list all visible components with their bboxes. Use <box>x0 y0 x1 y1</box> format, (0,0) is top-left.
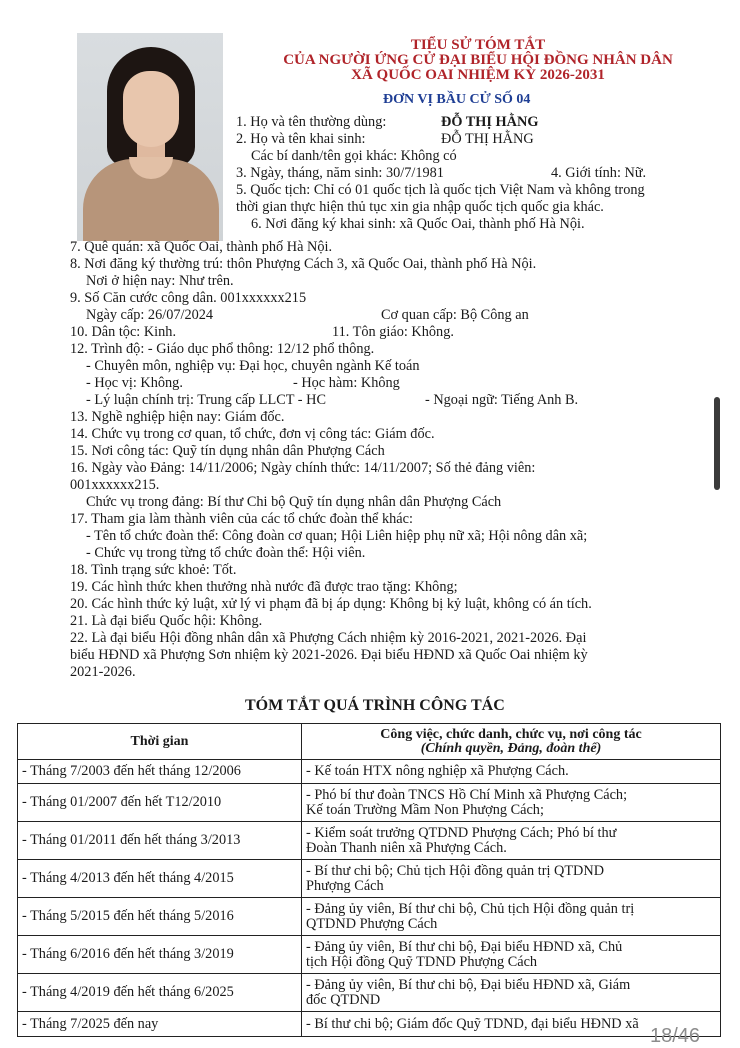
row-time: - Tháng 5/2015 đến hết tháng 5/2016 <box>18 898 302 936</box>
organizations-role: - Chức vụ trong từng tổ chức đoàn thể: Hội viên. <box>86 545 366 561</box>
work-history-title: TÓM TẮT QUÁ TRÌNH CÔNG TÁC <box>245 697 505 714</box>
common-name-label: 1. Họ và tên thường dùng: <box>236 114 387 130</box>
birth-registration: 6. Nơi đăng ký khai sinh: xã Quốc Oai, thành phố Hà Nội. <box>251 216 585 232</box>
religion: 11. Tôn giáo: Không. <box>332 324 454 340</box>
id-issue-date: Ngày cấp: 26/07/2024 <box>86 307 214 323</box>
scrollbar[interactable] <box>714 397 720 490</box>
id-issuer: Cơ quan cấp: Bộ Công an <box>381 307 529 323</box>
row-description: - Bí thư chi bộ; Giám đốc Quỹ TDND, đại biểu HĐND xã <box>302 1012 721 1037</box>
row-time: - Tháng 7/2003 đến hết tháng 12/2006 <box>18 760 302 784</box>
nationality-line-1: 5. Quốc tịch: Chỉ có 01 quốc tịch là quốc tịch Việt Nam và không trong <box>236 182 645 198</box>
table-row <box>18 898 721 936</box>
table-row <box>18 1012 721 1037</box>
row-time: - Tháng 7/2025 đến nay <box>18 1012 302 1037</box>
council-history-3: 2021-2026. <box>70 664 136 680</box>
portrait-photo <box>77 33 223 241</box>
table-row <box>18 860 721 898</box>
permanent-residence: 8. Nơi đăng ký thường trú: thôn Phượng Cách 3, xã Quốc Oai, thành phố Hà Nội. <box>70 256 537 272</box>
education-general: 12. Trình độ: - Giáo dục phổ thông: 12/12 phổ thông. <box>70 341 375 357</box>
row-description: - Đảng ủy viên, Bí thư chi bộ, Đại biểu HĐND xã, Chủ tịch Hội đồng Quỹ TDND Phượng Cách <box>302 936 721 974</box>
hometown: 7. Quê quán: xã Quốc Oai, thành phố Hà Nội. <box>70 239 333 255</box>
health-status: 18. Tình trạng sức khoẻ: Tốt. <box>70 562 237 578</box>
academic-title: - Học hàm: Không <box>293 375 400 391</box>
row-description: - Đảng ủy viên, Bí thư chi bộ, Chủ tịch Hội đồng quản trị QTDND Phượng Cách <box>302 898 721 936</box>
row-description: - Đảng ủy viên, Bí thư chi bộ, Đại biểu HĐND xã, Giám đốc QTDND <box>302 974 721 1012</box>
position: 14. Chức vụ trong cơ quan, tổ chức, đơn vị công tác: Giám đốc. <box>70 426 435 442</box>
political-theory: - Lý luận chính trị: Trung cấp LLCT - HC <box>86 392 326 408</box>
birth-date: 3. Ngày, tháng, năm sinh: 30/7/1981 <box>236 165 444 181</box>
occupation: 13. Nghề nghiệp hiện nay: Giám đốc. <box>70 409 285 425</box>
column-header-time: Thời gian <box>18 724 302 760</box>
id-number: 9. Số Căn cước công dân. 001xxxxxx215 <box>70 290 307 306</box>
nationality-line-2: thời gian thực hiện thủ tục xin gia nhập quốc tịch quốc gia khác. <box>236 199 604 215</box>
gender: 4. Giới tính: Nữ. <box>551 165 647 181</box>
table-row <box>18 936 721 974</box>
table-row <box>18 974 721 1012</box>
council-history-1: 22. Là đại biểu Hội đồng nhân dân xã Phượng Cách nhiệm kỳ 2016-2021, 2021-2026. Đại <box>70 630 587 646</box>
workplace: 15. Nơi công tác: Quỹ tín dụng nhân dân Phượng Cách <box>70 443 385 459</box>
table-row <box>18 822 721 860</box>
council-history-2: biểu HĐND xã Phượng Sơn nhiệm kỳ 2021-2026. Đại biểu HĐND xã Quốc Oai nhiệm kỳ <box>70 647 588 663</box>
row-time: - Tháng 4/2013 đến hết tháng 4/2015 <box>18 860 302 898</box>
awards: 19. Các hình thức khen thưởng nhà nước đã được trao tặng: Không; <box>70 579 458 595</box>
education-major: - Chuyên môn, nghiệp vụ: Đại học, chuyên ngành Kế toán <box>86 358 420 374</box>
row-time: - Tháng 01/2011 đến hết tháng 3/2013 <box>18 822 302 860</box>
foreign-language: - Ngoại ngữ: Tiếng Anh B. <box>425 392 579 408</box>
electoral-unit: ĐƠN VỊ BẦU CỬ SỐ 04 <box>383 92 531 107</box>
aliases: Các bí danh/tên gọi khác: Không có <box>251 148 457 164</box>
table-row <box>18 760 721 784</box>
birth-name-label: 2. Họ và tên khai sinh: <box>236 131 366 147</box>
work-history-table <box>17 723 721 1037</box>
row-time: - Tháng 01/2007 đến hết T12/2010 <box>18 784 302 822</box>
ethnicity: 10. Dân tộc: Kinh. <box>70 324 177 340</box>
row-description: - Kế toán HTX nông nghiệp xã Phượng Cách. <box>302 760 721 784</box>
party-admission: 16. Ngày vào Đảng: 14/11/2006; Ngày chính thức: 14/11/2007; Số thẻ đảng viên: <box>70 460 536 476</box>
party-card-number: 001xxxxxx215. <box>70 477 160 493</box>
row-description: - Bí thư chi bộ; Chủ tịch Hội đồng quản trị QTDND Phượng Cách <box>302 860 721 898</box>
row-description: - Kiểm soát trưởng QTDND Phượng Cách; Phó bí thư Đoàn Thanh niên xã Phượng Cách. <box>302 822 721 860</box>
row-time: - Tháng 6/2016 đến hết tháng 3/2019 <box>18 936 302 974</box>
organizations-list: - Tên tổ chức đoàn thể: Công đoàn cơ quan; Hội Liên hiệp phụ nữ xã; Hội nông dân xã; <box>86 528 588 544</box>
column-header-description: Công việc, chức danh, chức vụ, nơi công tác (Chính quyền, Đảng, đoàn thể) <box>302 724 721 760</box>
birth-name-value: ĐỖ THỊ HẰNG <box>441 131 534 147</box>
common-name-value: ĐỖ THỊ HẰNG <box>441 114 539 130</box>
row-time: - Tháng 4/2019 đến hết tháng 6/2025 <box>18 974 302 1012</box>
party-position: Chức vụ trong đảng: Bí thư Chi bộ Quỹ tín dụng nhân dân Phượng Cách <box>86 494 502 510</box>
discipline: 20. Các hình thức kỷ luật, xử lý vi phạm đã bị áp dụng: Không bị kỷ luật, không có án tích. <box>70 596 592 612</box>
table-row <box>18 784 721 822</box>
page-indicator: 18/46 <box>650 1025 701 1047</box>
table-header-row <box>18 724 721 760</box>
document-title: TIỂU SỬ TÓM TẮT CỦA NGƯỜI ỨNG CỬ ĐẠI BIỂU HỘI ĐỒNG NHÂN DÂN XÃ QUỐC OAI NHIỆM KỲ 2026-2031 <box>283 37 673 83</box>
current-residence: Nơi ở hiện nay: Như trên. <box>86 273 234 289</box>
national-assembly: 21. Là đại biểu Quốc hội: Không. <box>70 613 263 629</box>
organizations-heading: 17. Tham gia làm thành viên của các tổ chức đoàn thể khác: <box>70 511 413 527</box>
row-description: - Phó bí thư đoàn TNCS Hồ Chí Minh xã Phượng Cách; Kế toán Trường Mầm Non Phượng Cách; <box>302 784 721 822</box>
academic-degree: - Học vị: Không. <box>86 375 183 391</box>
